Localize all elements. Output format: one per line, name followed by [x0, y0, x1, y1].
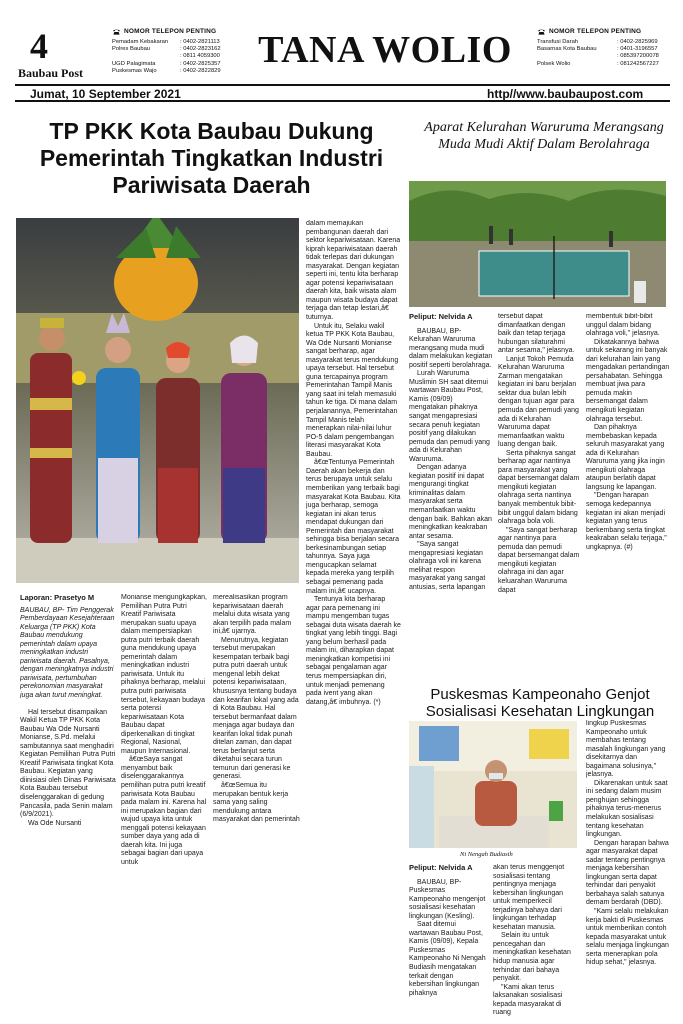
phone-box-left [112, 28, 237, 75]
paragraph: Dikarenakan untuk saat ini sedang dalam musim penghujan sehingga pihaknya terus-menerus melakukan sosialisasi tentang kesehatan lingkungan. [586, 779, 668, 839]
article2-column-3 [586, 313, 670, 679]
article1-byline: Laporan: Prasetyo M [20, 594, 95, 602]
article3-column-2 [493, 864, 578, 1020]
paragraph: Wa Ode Nursanti [28, 819, 82, 827]
article1-column-1 [20, 594, 116, 1019]
paragraph: â€œSemua itu merupakan bentuk kerja sama yang saling mendukung antara masyarakat dan pemerintah [213, 782, 300, 824]
article3-column-1 [409, 864, 487, 1020]
phone-row: Polsek Wolio : 081242567227 [537, 60, 659, 67]
paragraph: â€œSaya sangat menyambut baik diselenggarakannya pemilihan putra putri kreatif pariwisata Kota Baubau pada malam ini. Karena hal ini merupakan bagian dari wujud upaya kita untuk menggali potensi kekayaan sumber daya yang ada di daerah kita. Ini juga sebagai bagian dari upaya untuk [121, 756, 207, 866]
paragraph: Tentunya kita berharap agar para pemenang ini mampu mengemban tugas sebagai duta wisata daerah ke tingkat yang lebih tinggi. Bagi yang belum berhasil pada malam ini, diharapkan dapat meningkatkan kompetisi ini sebagai pengalaman agar terus mempersiapkan diri, untuk menjadi pemenang pada ivent yang akan datang,â€ imbuhnya. (*) [306, 596, 401, 706]
masthead-title: TANA WOLIO [258, 29, 512, 71]
paragraph: Dengan adanya kegiatan positif ini dapat mengurangi tingkat kriminalitas dalam masyarakat serta memanfaatkan waktu dengan baik. Bahkan akan meningkatkan keakraban antar sesama. [409, 464, 492, 540]
article2-column-2 [498, 313, 580, 679]
paragraph: Untuk itu, Selaku wakil ketua TP PKK Kota Baubau, Wa Ode Nursanti Moniansе sangat berharap, agar masyarakat terus mendukung upaya tersebut. Hal tersebut guna tercapainya program Pemerintahan Tampil Manis yang saat ini telah memasuki tahun ke tiga. Di mana dalam perjalanannya, Pemerintahan Tampil Manis telah menerapkan nilai-nilai luhur PO-5 dalam pengembangan literasi masyarakat Kota Baubau. [306, 322, 399, 458]
paragraph: "Saya sangat mengapresiasi kegiatan olahraga voli ini karena melihat respon masyarakat yang sangat antusias, serta lapangan [409, 541, 486, 591]
phone-row: UGD Palagimata : 0402-2825357 [112, 60, 221, 67]
phone-row: Pemadam Kebakaran : 0402-2821113 [112, 39, 220, 45]
phone-row: Basarnas Kota Baubau : 0401-3196557 [537, 46, 658, 53]
paragraph: lingkup Puskesmas Kampeonaho untuk membahas tentang masalah lingkungan yang disekitarnya dan bagaimana solusinya," jelasnya. [586, 720, 666, 779]
article2-headline: Aparat Kelurahan Waruruma Merangsang Muda Mudi Aktif Dalam Berolahraga [424, 120, 664, 152]
paragraph: merealisasikan program kepariwisataan daerah melalui duta wisata yang akan terpilih pada malam ini,â€ ujarnya. [213, 594, 292, 636]
phone-list [112, 39, 237, 75]
paragraph: Dengan harapan bahwa agar masyarakat dapat sadar tentang pentingnya menjaga kebersihan lingkungan serta dapat terhindar dari penyakit berbahaya salah satunya demam berdarah (DBD). [586, 839, 669, 907]
phone-title: NOMOR TELEPON PENTING [124, 28, 217, 35]
article1-headline: TP PKK Kota Baubau Dukung Pemerintah Tingkatkan Industri Pariwisata Daerah [39, 118, 384, 198]
article2-byline: Peliput: Nelvida A [409, 313, 473, 321]
paragraph: Lanjut Tokoh Pemuda Kelurahan Waruruma Zarman mengatakan kegiatan ini baru berjalan sektar dua bulan lebih dengan tujuan agar para pemuda dan pemudi yang ada di Kelurahan Waruruma dapat memanfaatkan waktu luang dengan baik. [498, 355, 579, 449]
paragraph: "Kami akan terus laksanakan sosialisasi kepada masyarakat di ruang [493, 983, 563, 1017]
phone-title: NOMOR TELEPON PENTING [549, 28, 642, 35]
article2-photo [409, 181, 666, 307]
paragraph: Dikatakannya bahwa untuk sekarang ini banyak dari kelurahan lain yang mengadakan pertandingan persahabatan. Sehingga membuat jiwa para pemuda makin bersemangat dalam mengikuti kegiatan olahraga tersebut. [586, 338, 670, 423]
paragraph: Moniansе mengungkapkan, Pemilihan Putra Putri Kreatif Pariwisata merupakan suatu upaya dalam mempersiapkan putra putri terbaik daerah guna mendukung upaya pemerintah dalam meningkatkan industri pariwisata. Untuk itu pihaknya berharap, melalui putra putri pariwisata tersebut, kekayaan budaya serta potensi kepariwisataan Kota Baubau dapat diperkenalkan di tingkat Regional, Nasional, maupun Internasional. [121, 594, 208, 755]
article3-column-3 [586, 720, 670, 1020]
paragraph: "Dengan harapan semoga kedepannya kegiatan ini akan menjadi kegiatan yang terus berkembang serta tingkat keakraban selalu terjaga," ungkapnya. (#) [586, 492, 667, 551]
phone-row: : 0811 4059300 [180, 53, 220, 60]
paragraph: Saat ditemui wartawan Baubau Post, Kamis (09/09), Kepala Puskesmas Kampeonaho Ni Nengah Budiasih mengatakan terkait dengan kebersihan lingkungan pihaknya [409, 921, 486, 997]
article3-photo [409, 721, 577, 848]
paragraph: akan terus menggenjot sosialisasi tentang pentingnya menjaga kebersihan lingkungan untuk memperkecil terjadinya bahaya dari lingkungan terhadap kesehatan manusia. [493, 864, 565, 931]
paragraph: Serta pihaknya sangat berharap agar nantinya para masyarakat yang dapat bersemangat dalam mengikuti kegiatan olahraga serta nantinya banyak membentuk bibit-bibit unggul dalam bidang olahraga bola voli. [498, 449, 580, 526]
website-link[interactable]: http//www.baubaupost.com [487, 87, 644, 101]
phone-box-right [537, 28, 672, 68]
article1-column-2 [121, 594, 208, 1019]
phone-row: Puskesmas Wajo : 0402-2822829 [112, 67, 221, 74]
paragraph: Dan pihaknya membebaskan kepada seluruh masyarakat yang ada di Kelurahan Waruruma yang jika ingin mengikuti olahraga ataupun berlatih dapat langsung ke lapangan. [586, 424, 665, 491]
paragraph: dalam memajukan pembangunan daerah dari sektor kepariwisataan. Karena kiprah kepariwisataan daerah tidak terlepas dari dukungan masyarakat. Dengan kegiatan seperti ini, tentu kita berharap agar potensi kepariwisataan daerah kita, baik wisata alam maupun wisata budaya dapat terjaga dan tetap lestari,â€ tuturnya. [306, 220, 401, 322]
paragraph: tersebut dapat dimanfaatkan dengan baik dan tetap terjaga hubungan silaturahmi antar sesama," jelasnya. [498, 313, 575, 355]
article1-column-3 [213, 594, 300, 1019]
paragraph: BAUBAU, BP- Puskesmas Kampeonaho mengenjot sosialisasi kesehatan lingkungan (Kesling). [409, 878, 486, 920]
telephone-icon [112, 28, 121, 35]
paragraph: Selain itu untuk pencegahan dan meningkatkan kesehatan hidup manusia agar terhindar dari bahaya penyakit. [493, 932, 571, 983]
paragraph: Menurutnya, kegiatan tersebut merupakan kesempatan terbaik bagi putra putri daerah untuk mengenal lebih dekat potensi kepariwisataan, khususnya tentang budaya dan kearifan lokal yang ada di Kota Baubau. Hal tersebut bermanfaat dalam menjaga agar budaya dan kearifan lokal tidak punah ditelan zaman, dan dapat terus berlanjut serta diketahui secara turun temurun dari generasi ke generasi. [213, 636, 299, 781]
issue-date: Jumat, 10 September 2021 [30, 87, 181, 101]
paragraph: Hal tersebut disampaikan Wakil Ketua TP PKK Kota Baubau Wa Ode Nursanti Moniansе, S.Pd. melalui sambutannya saat menghadiri Kegiatan Pemilihan Putra Putri Kreatif Pariwisata tingkat Kota Baubau. Kegiatan yang diinisiasi oleh Dinas Pariwisata Kota Baubau tersebut diselenggarakan di gedung Pancasila, pada Senin malam (6/9/2021). [20, 708, 116, 819]
paragraph: "Kami selalu melakukan kerja bakti di Puskesmas untuk memberikan contoh kepada masyarakat untuk selalu menjaga lingkungan serta menerapkan pola hidup sehat," jelasnya. [586, 908, 669, 967]
telephone-icon [537, 28, 546, 35]
page-number: 4 [30, 26, 48, 66]
article3-byline: Peliput: Nelvida A [409, 864, 473, 872]
phone-row: Transfusi Darah : 0402-2825969 [537, 39, 658, 45]
paragraph: membentuk bibit-bibit unggul dalam bidang olahraga voli," jelasnya. [586, 313, 660, 338]
paper-short-name: Baubau Post [18, 66, 84, 80]
article1-column-4 [306, 220, 401, 1020]
phone-row: : 085397200078 [617, 53, 659, 60]
paragraph: BAUBAU, BP- Kelurahan Waruruma merangsang muda mudi dalam melakukan kegiatan positif seperti berolahraga. [409, 327, 493, 369]
paragraph: "Saya sangat berharap agar nantinya para pemuda dan pemudi dapat bersemangat dalam mengikuti kegiatan olahraga ini dan agar keluarahan Waruruma dapat [498, 526, 580, 594]
article3-photo-caption: Ni Nengah Budiasih [460, 851, 513, 858]
article3-headline: Puskesmas Kampeonaho Genjot Sosialisasi Kesehatan Lingkungan [425, 686, 655, 720]
article2-column-1 [409, 313, 493, 679]
phone-list [537, 39, 672, 68]
article1-lead: BAUBAU, BP- Tim Penggerak Pemberdayaan Kesejahteraan Keluarga (TP PKK) Kota Baubau mendukung pemerintah dalam upaya meningkatkan industri pariwisata daerah. Pasalnya, dengan meningkatnya industri pariwisata, pertumbuhan perekonomian masyarakat juga akan turut meningkat. [20, 606, 115, 700]
paragraph: â€œTentunya Pemerintah Daerah akan bekerja dan terus berupaya untuk selalu memberikan yang terbaik bagi masyarakat Kota Baubau. Kita juga berharap, semoga kegiatan ini akan terus mendapat dukungan dari Pemerintah dan masyarakat sehingga bisa berjalan secara berkesinambungan setiap tahunnya. Saya juga mengucapkan selamat kepada mereka yang terpilih sebagai pemenang pada malam ini,â€ ucapnya. [306, 459, 401, 595]
phone-row: Polres Baubau : 0402-2823162 [112, 46, 221, 53]
paragraph: Lurah Waruruma Muslimin SH saat ditemui wartawan Baubau Post, Kamis (09/09) mengatakan pihaknya sangat mengapresiasi secara penuh kegiatan positif yang dilakukan pemuda dan pemudi yang ada di Kelurahan Waruruma. [409, 370, 490, 463]
article1-photo [16, 218, 299, 583]
